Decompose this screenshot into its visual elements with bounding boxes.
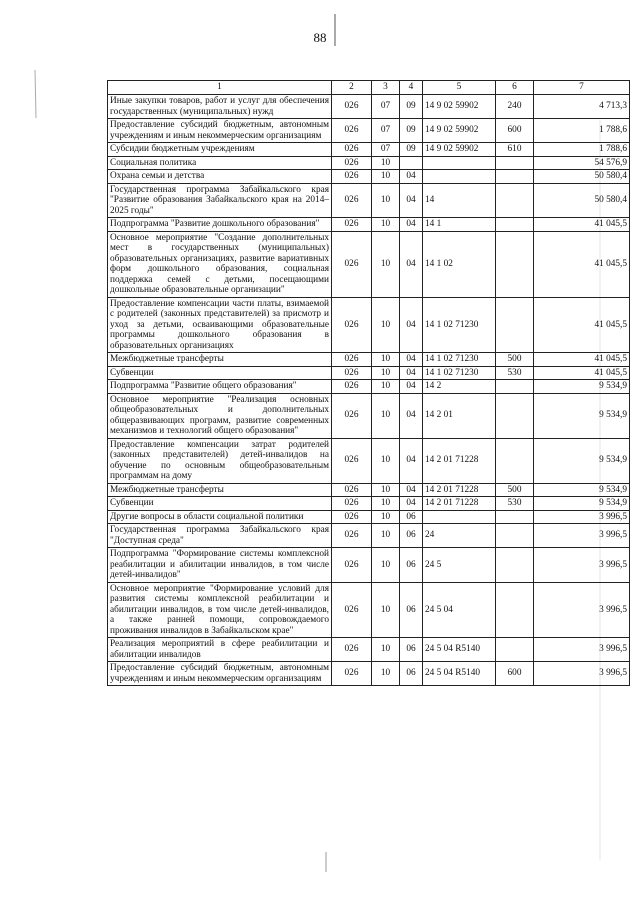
section-code-cell: 10: [372, 582, 400, 638]
target-article-cell: 24: [423, 524, 496, 548]
amount-cell: 3 996,5: [534, 662, 630, 686]
row-name-cell: Иные закупки товаров, работ и услуг для обеспечения государственных (муниципальных) нужд: [108, 95, 332, 119]
ved-code-cell: 026: [332, 582, 372, 638]
expense-type-cell: 600: [496, 119, 534, 143]
target-article-cell: 14 2 01: [423, 393, 496, 438]
table-row: [108, 183, 630, 218]
amount-cell: 1 788,6: [534, 143, 630, 157]
subsection-code-cell: 09: [400, 119, 423, 143]
row-name-cell: Подпрограмма "Развитие дошкольного образования": [108, 218, 332, 232]
section-code-cell: 10: [372, 497, 400, 511]
ved-code-cell: 026: [332, 548, 372, 583]
expense-type-cell: 600: [496, 662, 534, 686]
subsection-code-cell: [400, 156, 423, 170]
row-name-cell: Государственная программа Забайкальского края "Доступная среда": [108, 524, 332, 548]
ved-code-cell: 026: [332, 438, 372, 483]
amount-cell: 3 996,5: [534, 548, 630, 583]
target-article-cell: 14 1 02 71230: [423, 297, 496, 353]
expense-type-cell: [496, 548, 534, 583]
expense-type-cell: [496, 582, 534, 638]
table-row: [108, 95, 630, 119]
column-header: 3: [372, 81, 400, 95]
section-code-cell: 10: [372, 218, 400, 232]
section-code-cell: 10: [372, 366, 400, 380]
row-name-cell: Предоставление субсидий бюджетным, автономным учреждениям и иным некоммерческим организациям: [108, 119, 332, 143]
amount-cell: 41 045,5: [534, 353, 630, 367]
amount-cell: 9 534,9: [534, 393, 630, 438]
section-code-cell: 10: [372, 483, 400, 497]
expense-type-cell: 610: [496, 143, 534, 157]
row-name-cell: Субвенции: [108, 497, 332, 511]
budget-table: [107, 80, 630, 686]
table-row: [108, 218, 630, 232]
target-article-cell: 14 2 01 71228: [423, 497, 496, 511]
target-article-cell: [423, 156, 496, 170]
table-row: [108, 638, 630, 662]
subsection-code-cell: 09: [400, 95, 423, 119]
expense-type-cell: [496, 380, 534, 394]
section-code-cell: 10: [372, 156, 400, 170]
column-header: 7: [534, 81, 630, 95]
amount-cell: 3 996,5: [534, 638, 630, 662]
section-code-cell: 10: [372, 231, 400, 297]
expense-type-cell: [496, 170, 534, 184]
amount-cell: 41 045,5: [534, 218, 630, 232]
table-row: [108, 510, 630, 524]
expense-type-cell: [496, 231, 534, 297]
section-code-cell: 10: [372, 353, 400, 367]
table-row: [108, 231, 630, 297]
amount-cell: 9 534,9: [534, 497, 630, 511]
subsection-code-cell: 06: [400, 662, 423, 686]
amount-cell: 3 996,5: [534, 582, 630, 638]
amount-cell: 50 580,4: [534, 183, 630, 218]
expense-type-cell: 500: [496, 483, 534, 497]
expense-type-cell: [496, 638, 534, 662]
row-name-cell: Основное мероприятие "Создание дополнительных мест в государственных (муниципальных) образовательных организациях, развитие вариативных форм дошкольного образования, социальная поддержка семей с детьми, посещающими дошкольные образовательные организации": [108, 231, 332, 297]
table-row: [108, 497, 630, 511]
table-row: [108, 548, 630, 583]
amount-cell: 54 576,9: [534, 156, 630, 170]
row-name-cell: Предоставление компенсации части платы, взимаемой с родителей (законных представителей) за присмотр и уход за детьми, осваивающими образовательные программы дошкольного образования в образовательных организациях: [108, 297, 332, 353]
target-article-cell: 14 1 02: [423, 231, 496, 297]
amount-cell: 9 534,9: [534, 483, 630, 497]
target-article-cell: 14 9 02 59902: [423, 143, 496, 157]
table-row: [108, 380, 630, 394]
ved-code-cell: 026: [332, 170, 372, 184]
row-name-cell: Другие вопросы в области социальной политики: [108, 510, 332, 524]
target-article-cell: 14 1 02 71230: [423, 366, 496, 380]
ved-code-cell: 026: [332, 497, 372, 511]
table-row: [108, 438, 630, 483]
expense-type-cell: [496, 510, 534, 524]
row-name-cell: Социальная политика: [108, 156, 332, 170]
table-body: [108, 95, 630, 686]
expense-type-cell: [496, 156, 534, 170]
table-row: [108, 143, 630, 157]
ved-code-cell: 026: [332, 183, 372, 218]
target-article-cell: 24 5: [423, 548, 496, 583]
section-code-cell: 10: [372, 662, 400, 686]
ved-code-cell: 026: [332, 366, 372, 380]
table-row: [108, 483, 630, 497]
expense-type-cell: [496, 297, 534, 353]
subsection-code-cell: 04: [400, 483, 423, 497]
ved-code-cell: 026: [332, 524, 372, 548]
target-article-cell: 14 1 02 71230: [423, 353, 496, 367]
subsection-code-cell: 04: [400, 497, 423, 511]
target-article-cell: [423, 510, 496, 524]
row-name-cell: Предоставление компенсации затрат родителей (законных представителей) детей-инвалидов на обучение по основным общеобразовательным программам на дому: [108, 438, 332, 483]
target-article-cell: 14 9 02 59902: [423, 119, 496, 143]
column-header: 1: [108, 81, 332, 95]
ved-code-cell: 026: [332, 218, 372, 232]
expense-type-cell: 530: [496, 497, 534, 511]
amount-cell: 41 045,5: [534, 231, 630, 297]
subsection-code-cell: 04: [400, 438, 423, 483]
table-row: [108, 170, 630, 184]
target-article-cell: 14 2 01 71228: [423, 438, 496, 483]
amount-cell: 1 788,6: [534, 119, 630, 143]
ved-code-cell: 026: [332, 297, 372, 353]
target-article-cell: 14 9 02 59902: [423, 95, 496, 119]
section-code-cell: 10: [372, 524, 400, 548]
amount-cell: 9 534,9: [534, 438, 630, 483]
row-name-cell: Основное мероприятие "Формирование условий для развития системы комплексной реабилитации и абилитации инвалидов, в том числе детей-инвалидов, а также ранней помощи, сопровождаемого проживания инвалидов в Забайкальском крае": [108, 582, 332, 638]
table-row: [108, 393, 630, 438]
table-header-row: [108, 81, 630, 95]
row-name-cell: Государственная программа Забайкальского края "Развитие образования Забайкальского края на 2014–2025 годы": [108, 183, 332, 218]
row-name-cell: Основное мероприятие "Реализация основных общеобразовательных и дополнительных общеразвивающих программ, развитие современных механизмов и технологий общего образования": [108, 393, 332, 438]
table-row: [108, 297, 630, 353]
column-header: 6: [496, 81, 534, 95]
expense-type-cell: [496, 438, 534, 483]
section-code-cell: 10: [372, 548, 400, 583]
row-name-cell: Реализация мероприятий в сфере реабилитации и абилитации инвалидов: [108, 638, 332, 662]
subsection-code-cell: 04: [400, 380, 423, 394]
subsection-code-cell: 04: [400, 393, 423, 438]
section-code-cell: 10: [372, 170, 400, 184]
ved-code-cell: 026: [332, 638, 372, 662]
ved-code-cell: 026: [332, 483, 372, 497]
ved-code-cell: 026: [332, 156, 372, 170]
expense-type-cell: [496, 183, 534, 218]
subsection-code-cell: 06: [400, 638, 423, 662]
row-name-cell: Субсидии бюджетным учреждениям: [108, 143, 332, 157]
section-code-cell: 10: [372, 380, 400, 394]
target-article-cell: 14 2 01 71228: [423, 483, 496, 497]
section-code-cell: 10: [372, 510, 400, 524]
target-article-cell: 24 5 04 R5140: [423, 662, 496, 686]
target-article-cell: 24 5 04: [423, 582, 496, 638]
ved-code-cell: 026: [332, 95, 372, 119]
amount-cell: 41 045,5: [534, 366, 630, 380]
table-row: [108, 366, 630, 380]
section-code-cell: 10: [372, 297, 400, 353]
row-name-cell: Межбюджетные трансферты: [108, 483, 332, 497]
amount-cell: 50 580,4: [534, 170, 630, 184]
target-article-cell: 14 1: [423, 218, 496, 232]
row-name-cell: Подпрограмма "Развитие общего образования": [108, 380, 332, 394]
table-row: [108, 662, 630, 686]
section-code-cell: 10: [372, 638, 400, 662]
amount-cell: 3 996,5: [534, 510, 630, 524]
subsection-code-cell: 06: [400, 524, 423, 548]
table-row: [108, 119, 630, 143]
subsection-code-cell: 04: [400, 366, 423, 380]
section-code-cell: 10: [372, 438, 400, 483]
amount-cell: 41 045,5: [534, 297, 630, 353]
target-article-cell: 24 5 04 R5140: [423, 638, 496, 662]
ved-code-cell: 026: [332, 380, 372, 394]
target-article-cell: 14: [423, 183, 496, 218]
section-code-cell: 10: [372, 393, 400, 438]
column-header: 5: [423, 81, 496, 95]
subsection-code-cell: 06: [400, 510, 423, 524]
expense-type-cell: [496, 524, 534, 548]
ved-code-cell: 026: [332, 119, 372, 143]
row-name-cell: Предоставление субсидий бюджетным, автономным учреждениям и иным некоммерческим организациям: [108, 662, 332, 686]
expense-type-cell: [496, 218, 534, 232]
amount-cell: 4 713,3: [534, 95, 630, 119]
target-article-cell: [423, 170, 496, 184]
row-name-cell: Охрана семьи и детства: [108, 170, 332, 184]
column-header: 4: [400, 81, 423, 95]
subsection-code-cell: 04: [400, 183, 423, 218]
section-code-cell: 07: [372, 119, 400, 143]
subsection-code-cell: 09: [400, 143, 423, 157]
section-code-cell: 10: [372, 183, 400, 218]
subsection-code-cell: 04: [400, 231, 423, 297]
subsection-code-cell: 04: [400, 353, 423, 367]
section-code-cell: 07: [372, 143, 400, 157]
ved-code-cell: 026: [332, 353, 372, 367]
section-code-cell: 07: [372, 95, 400, 119]
subsection-code-cell: 04: [400, 218, 423, 232]
subsection-code-cell: 06: [400, 548, 423, 583]
ved-code-cell: 026: [332, 662, 372, 686]
target-article-cell: 14 2: [423, 380, 496, 394]
subsection-code-cell: 06: [400, 582, 423, 638]
row-name-cell: Субвенции: [108, 366, 332, 380]
table-row: [108, 156, 630, 170]
amount-cell: 9 534,9: [534, 380, 630, 394]
row-name-cell: Подпрограмма "Формирование системы комплексной реабилитации и абилитации инвалидов, в том числе детей-инвалидов": [108, 548, 332, 583]
expense-type-cell: [496, 393, 534, 438]
ved-code-cell: 026: [332, 393, 372, 438]
subsection-code-cell: 04: [400, 297, 423, 353]
table-row: [108, 353, 630, 367]
row-name-cell: Межбюджетные трансферты: [108, 353, 332, 367]
ved-code-cell: 026: [332, 231, 372, 297]
page-number: 88: [313, 30, 327, 45]
expense-type-cell: 500: [496, 353, 534, 367]
ved-code-cell: 026: [332, 143, 372, 157]
table-row: [108, 582, 630, 638]
ved-code-cell: 026: [332, 510, 372, 524]
column-header: 2: [332, 81, 372, 95]
table-row: [108, 524, 630, 548]
subsection-code-cell: 04: [400, 170, 423, 184]
expense-type-cell: 240: [496, 95, 534, 119]
amount-cell: 3 996,5: [534, 524, 630, 548]
expense-type-cell: 530: [496, 366, 534, 380]
